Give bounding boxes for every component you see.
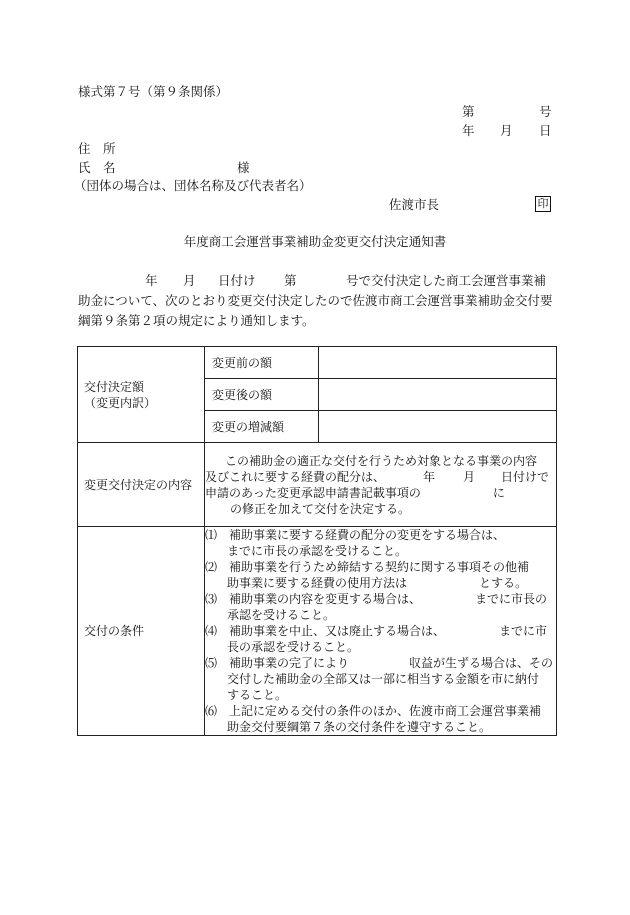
number-suffix: 号 <box>539 104 552 119</box>
amount-before-value <box>319 347 557 379</box>
seal-mark: 印 <box>535 196 551 212</box>
conditions-label: 交付の条件 <box>78 527 205 736</box>
honorific: 様 <box>237 160 250 175</box>
notice-table <box>77 346 557 736</box>
form-number: 様式第７号（第９条関係） <box>78 84 229 99</box>
document-title: 年度商工会運営事業補助金変更交付決定通知書 <box>183 234 447 249</box>
sender-title: 佐渡市長 <box>389 197 440 212</box>
condition-6: ⑹ 上記に定める交付の条件のほか、佐渡市商工会運営事業補 <box>205 704 542 718</box>
condition-5: ⑸ 補助事業の完了により 収益が生ずる場合は、その <box>205 656 554 670</box>
body-line-3: 綱第９条第２項の規定により通知します。 <box>78 313 315 328</box>
date-month: 月 <box>500 123 513 138</box>
body-line-2: 助金について、次のとおり変更交付決定したので佐渡市商工会運営事業補助金交付要 <box>78 293 553 308</box>
conditions-row <box>78 527 557 736</box>
change-label: 変更交付決定の内容 <box>78 443 205 527</box>
condition-2: ⑵ 補助事業を行うため締結する契約に関する事項その他補 <box>205 560 530 574</box>
amount-after-label: 変更後の額 <box>205 379 319 411</box>
change-line-2: 及びこれに要する経費の配分は、 年 月 日付けで <box>205 469 550 484</box>
condition-4: ⑷ 補助事業を中止、又は廃止する場合は、 までに市 <box>205 624 548 638</box>
notice-document: 様式第７号（第９条関係） 第 号 年 月 日 住 所 氏 名 様 （団体の場合は、団体名称及び代表者名） 佐渡市長 印 年度商工会運営事業補助金変更交付決定通知書 年 月 日付け 第 号で交付決定した商工会運営事業補 助金について、次のとおり変更交付決定したので佐渡市商工会運営事業補助金交付要 綱第９条第２項の規定により通知します。 交付決定額 （変更内訳） 変更前の額 変更後の額 変更の増減額 変更交付決定の内容 この補助金の適正な交付を行うため対象となる事業の内容 及びこれに要する経費の配分は、 年 月 日付けで 申請のあった変更承認申請書記載事項の に の修正を加えて交付を決定する。 交付の条件 ⑴ 補助事業に要する経費の配分の変更をする場合は、 までに市長の承認を受けること。 ⑵ 補助事業を行うため締結する契約に関する事項その他補 助事業に要する経費の使用方法は とする。 ⑶ 補助事業の内容を変更する場合は、 までに市長の 承認を受けること。 ⑷ 補助事業を中止、又は廃止する場合は、 までに市 長の承認を受けること。 ⑸ 補助事業の完了により 収益が生ずる場合は、その 交付した補助金の全部又は一部に相当する金額を市に納付 すること。 ⑹ 上記に定める交付の条件のほか、佐渡市商工会運営事業補 助金交付要綱第７条の交付条件を遵守すること。 <box>0 0 630 915</box>
change-content: この補助金の適正な交付を行うため対象となる事業の内容 及びこれに要する経費の配分は、 年 月 日付けで 申請のあった変更承認申請書記載事項の に の修正を加えて交付を決定する。 <box>205 443 557 527</box>
amount-label: 交付決定額 （変更内訳） <box>78 347 205 443</box>
condition-1: ⑴ 補助事業に要する経費の配分の変更をする場合は、 <box>205 528 506 542</box>
amount-before-label: 変更前の額 <box>205 347 319 379</box>
name-label: 氏 名 <box>78 160 116 175</box>
date-year: 年 <box>462 123 475 138</box>
change-row <box>78 443 557 527</box>
number-prefix: 第 <box>462 104 475 119</box>
amount-diff-label: 変更の増減額 <box>205 411 319 443</box>
group-note: （団体の場合は、団体名称及び代表者名） <box>74 178 312 193</box>
amount-after-value <box>319 379 557 411</box>
date-day: 日 <box>539 123 552 138</box>
amount-row-before <box>78 347 557 379</box>
amount-diff-value <box>319 411 557 443</box>
condition-3: ⑶ 補助事業の内容を変更する場合は、 までに市長の <box>205 592 548 606</box>
change-line-3: 申請のあった変更承認申請書記載事項の に <box>205 485 505 500</box>
conditions-content: ⑴ 補助事業に要する経費の配分の変更をする場合は、 までに市長の承認を受けること。 ⑵ 補助事業を行うため締結する契約に関する事項その他補 助事業に要する経費の使用方法は とする。 ⑶ 補助事業の内容を変更する場合は、 までに市長の 承認を受けること。 ⑷ 補助事業を中止、又は廃止する場合は、 までに市 長の承認を受けること。 ⑸ 補助事業の完了により 収益が生ずる場合は、その 交付した補助金の全部又は一部に相当する金額を市に納付 すること。 ⑹ 上記に定める交付の条件のほか、佐渡市商工会運営事業補 助金交付要綱第７条の交付条件を遵守すること。 <box>205 527 557 736</box>
address-label: 住 所 <box>78 141 116 156</box>
